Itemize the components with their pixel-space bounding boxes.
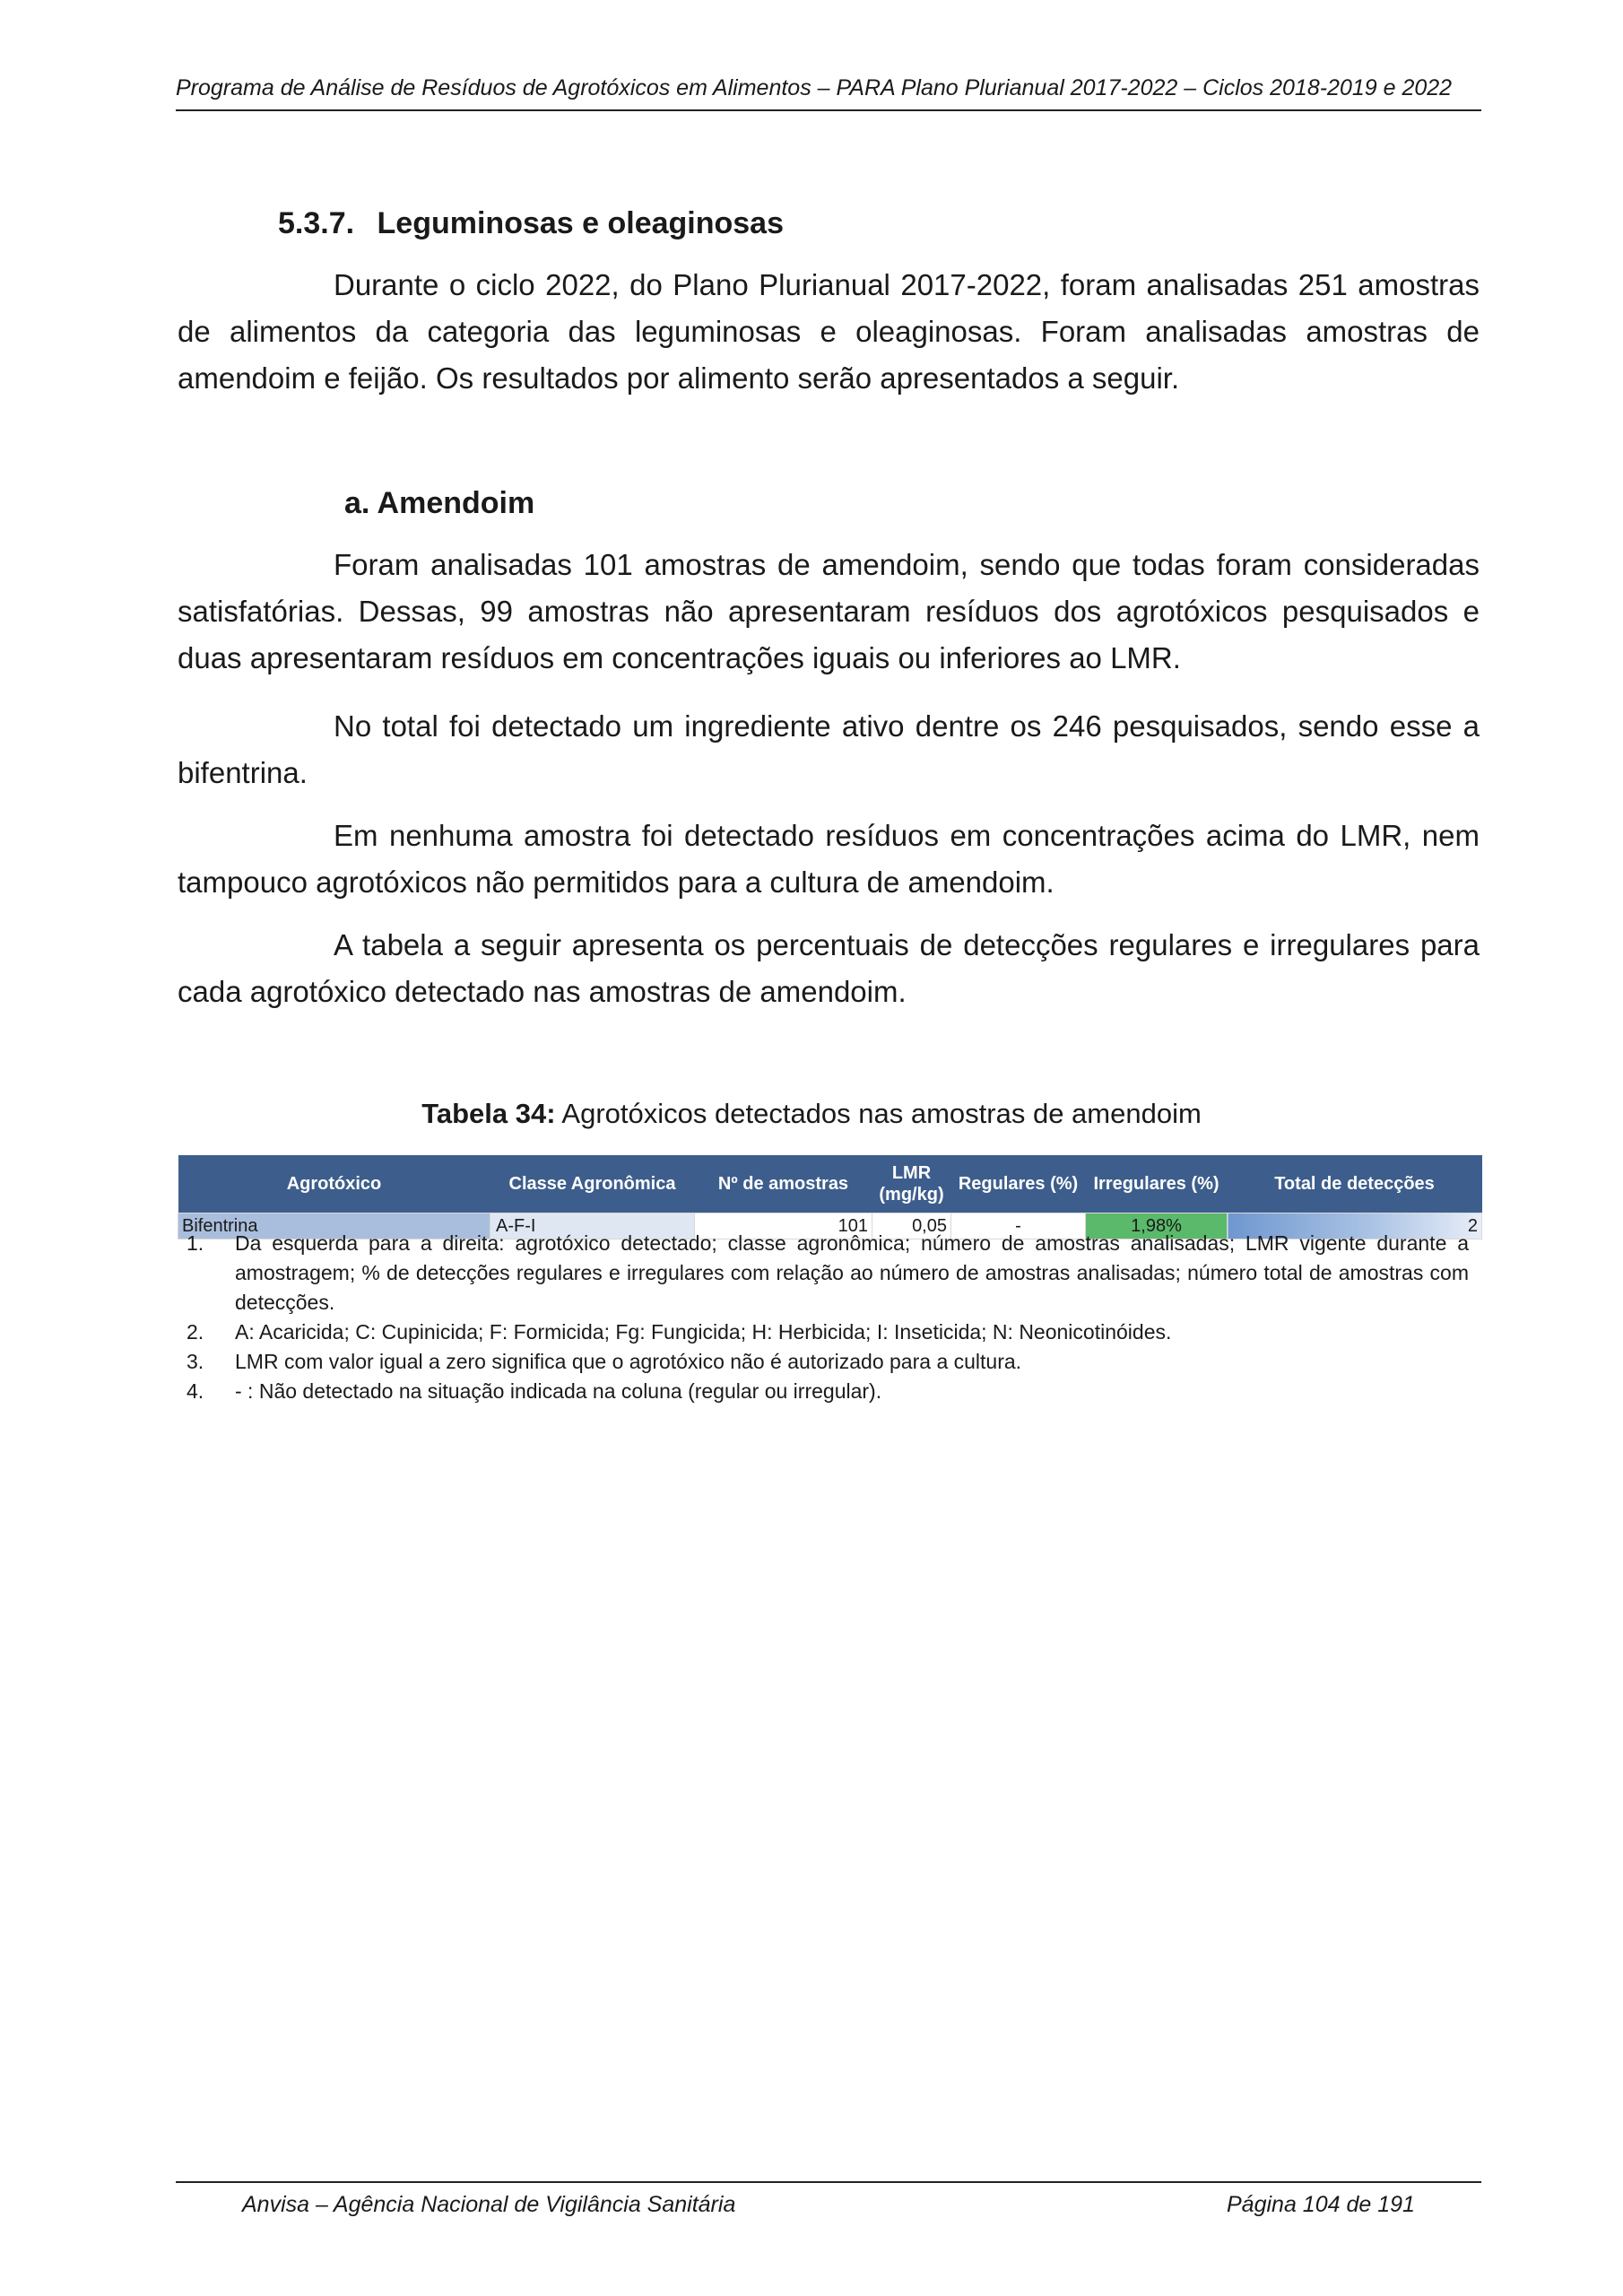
header-agrotoxico: Agrotóxico bbox=[178, 1155, 490, 1213]
note-item bbox=[178, 1377, 1469, 1406]
table-caption-label: Tabela 34: bbox=[421, 1098, 556, 1129]
header-lmr-line2: (mg/kg) bbox=[879, 1185, 944, 1205]
footer-divider bbox=[176, 2181, 1481, 2183]
header-amostras: Nº de amostras bbox=[695, 1155, 872, 1213]
paragraph-lmr: Em nenhuma amostra foi detectado resíduos em concentrações acima do LMR, nem tampouco agrotóxicos não permitidos para a cultura de amendoim. bbox=[178, 819, 1480, 899]
note-item bbox=[178, 1229, 1469, 1318]
footer-page-number: Página 104 de 191 bbox=[1227, 2192, 1415, 2217]
table-caption bbox=[0, 1098, 1623, 1130]
section-number: 5.3.7. bbox=[278, 206, 355, 240]
table-notes bbox=[178, 1229, 1469, 1406]
note-text: LMR com valor igual a zero significa que o agrotóxico não é autorizado para a cultura. bbox=[235, 1350, 1022, 1373]
page-header: Programa de Análise de Resíduos de Agrotóxicos em Alimentos – PARA Plano Plurianual 2017-2022 – Ciclos 2018-2019 e 2022 bbox=[176, 75, 1453, 100]
header-lmr-line1: LMR bbox=[891, 1163, 932, 1183]
cell-irregulares: 1,98% bbox=[1086, 1213, 1228, 1239]
note-number: 4. bbox=[187, 1379, 204, 1403]
note-number: 3. bbox=[187, 1350, 204, 1373]
paragraph-ingrediente: No total foi detectado um ingrediente ativo dentre os 246 pesquisados, sendo esse a bifentrina. bbox=[178, 709, 1480, 789]
cell-regulares: - bbox=[951, 1213, 1086, 1239]
header-regulares: Regulares (%) bbox=[951, 1155, 1086, 1213]
note-text: Da esquerda para a direita: agrotóxico detectado; classe agronômica; número de amostras analisadas; LMR vigente durante a amostragem; % de detecções regulares e irregulares com relação ao número de amostras analisadas; número total de amostras com detecções. bbox=[235, 1231, 1469, 1314]
residue-table bbox=[178, 1155, 1482, 1239]
header-irregulares: Irregulares (%) bbox=[1086, 1155, 1228, 1213]
section-intro-paragraph: Durante o ciclo 2022, do Plano Plurianual 2017-2022, foram analisadas 251 amostras de alimentos da categoria das leguminosas e oleaginosas. Foram analisadas amostras de amendoim e feijão. Os resultados por alimento serão apresentados a seguir. bbox=[178, 268, 1480, 395]
cell-amostras: 101 bbox=[695, 1213, 872, 1239]
note-number: 1. bbox=[187, 1231, 204, 1255]
footer-organization: Anvisa – Agência Nacional de Vigilância Sanitária bbox=[242, 2192, 736, 2217]
table-caption-text: Agrotóxicos detectados nas amostras de amendoim bbox=[555, 1098, 1202, 1129]
header-total: Total de detecções bbox=[1228, 1155, 1482, 1213]
note-item bbox=[178, 1318, 1469, 1347]
section-title: Leguminosas e oleaginosas bbox=[377, 206, 785, 240]
note-number: 2. bbox=[187, 1320, 204, 1344]
cell-agrotoxico: Bifentrina bbox=[178, 1213, 490, 1239]
note-text: A: Acaricida; C: Cupinicida; F: Formicida; Fg: Fungicida; H: Herbicida; I: Inseticida; N: Neonicotinóides. bbox=[235, 1320, 1172, 1344]
cell-total-deteccoes: 2 bbox=[1228, 1213, 1482, 1239]
header-divider bbox=[176, 109, 1481, 111]
note-text: - : Não detectado na situação indicada na coluna (regular ou irregular). bbox=[235, 1379, 882, 1403]
table-header-row bbox=[178, 1155, 1482, 1213]
header-lmr bbox=[872, 1155, 951, 1213]
note-item bbox=[178, 1347, 1469, 1377]
header-classe: Classe Agronômica bbox=[490, 1155, 695, 1213]
cell-classe: A-F-I bbox=[490, 1213, 695, 1239]
paragraph-tabela-intro: A tabela a seguir apresenta os percentuais de detecções regulares e irregulares para cada agrotóxico detectado nas amostras de amendoim. bbox=[178, 928, 1480, 1008]
section-heading bbox=[278, 206, 784, 241]
subsection-title: a. Amendoim bbox=[344, 486, 535, 520]
paragraph-amostras: Foram analisadas 101 amostras de amendoim, sendo que todas foram consideradas satisfatórias. Dessas, 99 amostras não apresentaram resíduos dos agrotóxicos pesquisados e duas apresentaram resíduos em concentrações iguais ou inferiores ao LMR. bbox=[178, 548, 1480, 674]
cell-lmr: 0,05 bbox=[872, 1213, 951, 1239]
